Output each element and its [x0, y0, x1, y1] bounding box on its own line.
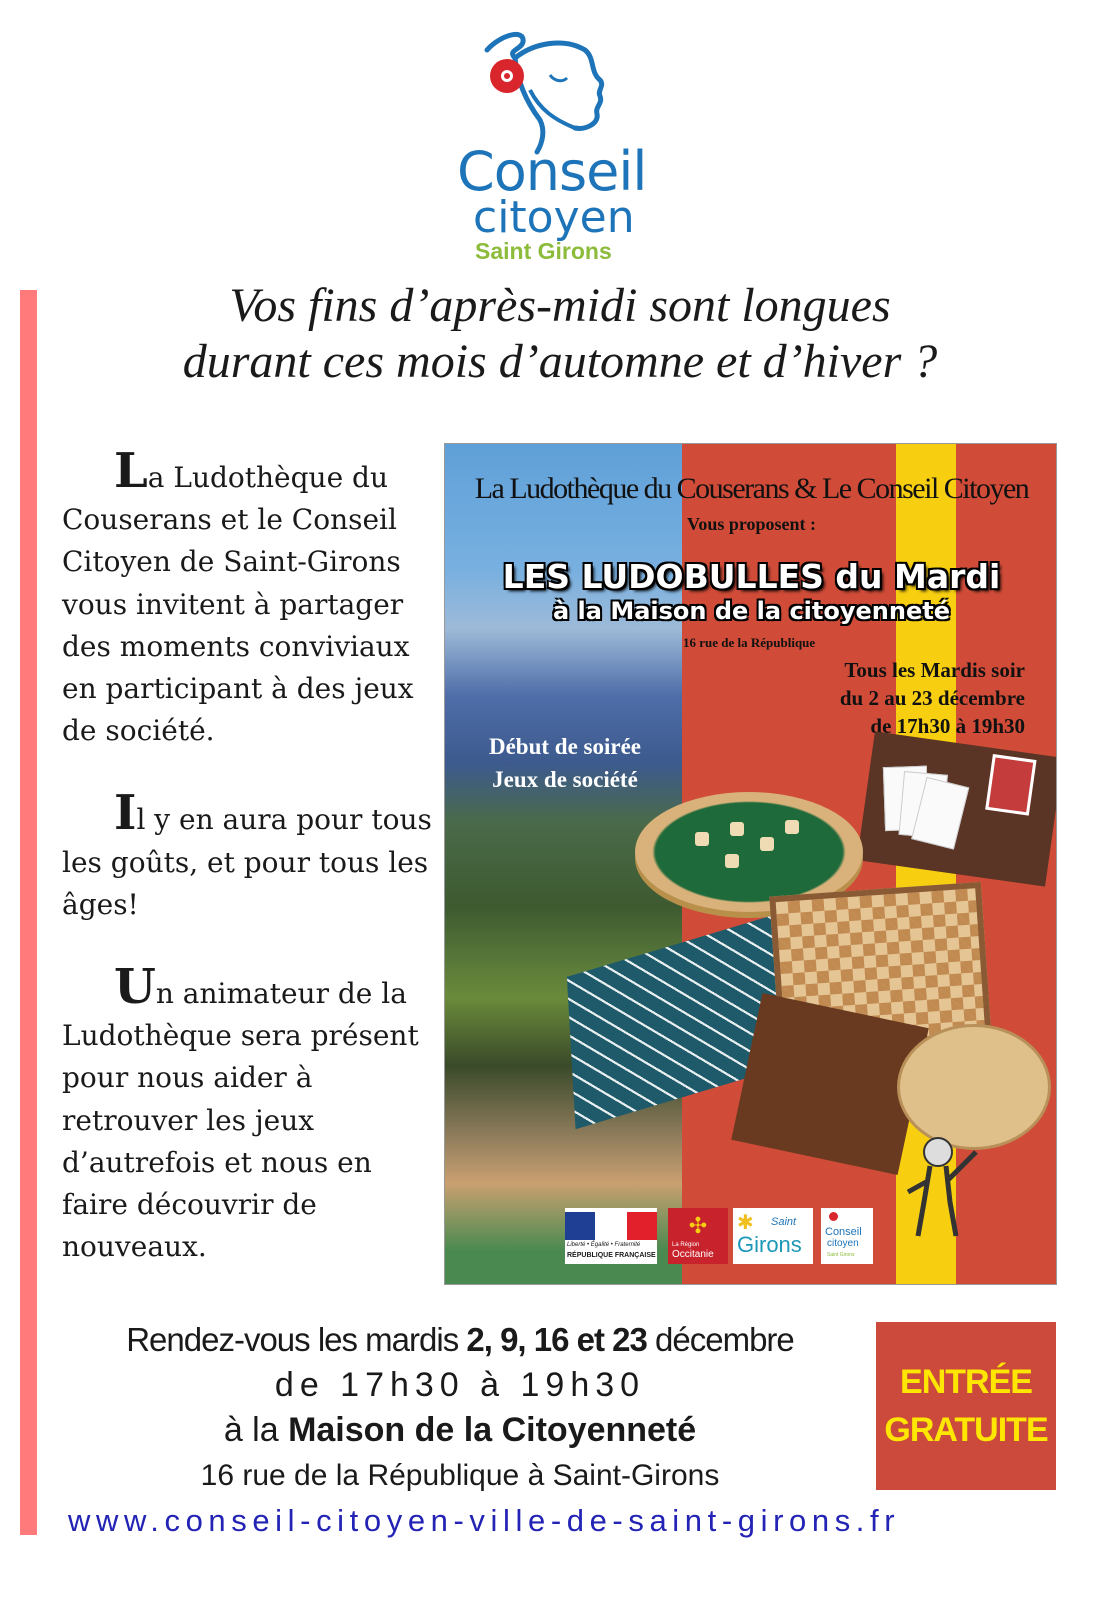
paragraph-1: [62, 443, 440, 752]
paragraph-2: [62, 785, 440, 926]
occitanie-logo: [668, 1208, 728, 1264]
die-icon: [785, 820, 799, 834]
red-flower-icon: [490, 59, 524, 93]
event-info: [40, 1318, 880, 1500]
info-venue-bold: Maison de la Citoyenneté: [288, 1411, 697, 1449]
poster-subtitle: à la Maison de la citoyenneté: [553, 597, 950, 625]
paragraph-text: n animateur de la Ludothèque sera présent pour nous aider à retrouver les jeux d’autrefois et nous en faire découvrir de nouveaux.: [62, 977, 419, 1264]
die-icon: [695, 832, 709, 846]
info-address: 16 rue de la République à Saint-Girons: [200, 1459, 720, 1492]
cc-small: Saint Girons: [827, 1252, 855, 1258]
cc-label2: citoyen: [827, 1238, 859, 1249]
poster-title: LES LUDOBULLES du Mardi: [502, 557, 1001, 596]
poster-side-text: [455, 730, 675, 796]
cc-label1: Conseil: [825, 1226, 862, 1238]
badge-line-1: ENTRÉE: [900, 1363, 1032, 1401]
saint-girons-logo: [733, 1208, 813, 1264]
republique-francaise-logo: [565, 1208, 657, 1264]
conseil-citoyen-logo: [445, 20, 685, 270]
sg-small: Saint: [771, 1216, 797, 1228]
info-text: à la: [223, 1411, 289, 1449]
dropcap: L: [114, 443, 148, 499]
playing-cards-image: [857, 731, 1057, 886]
poster-organizers: La Ludothèque du Couserans & Le Conseil Citoyen: [474, 472, 1029, 505]
paragraph-text: a Ludothèque du Couserans et le Conseil Citoyen de Saint-Girons vous invitent à partager des moments conviviaux en participant à des jeux de société.: [62, 461, 414, 748]
occ-label: Occitanie: [672, 1249, 714, 1260]
info-venue: [40, 1408, 880, 1452]
jester-icon: [900, 1132, 980, 1242]
logo-word-conseil: Conseil: [457, 140, 647, 203]
occ-small: La Région: [672, 1242, 700, 1248]
paragraph-3: [62, 959, 440, 1268]
body-text: [62, 443, 440, 1308]
occitan-cross-icon: ✣: [688, 1213, 708, 1238]
die-icon: [725, 854, 739, 868]
marianne-profile-icon: [445, 20, 685, 160]
paragraph-text: l y en aura pour tous les goûts, et pour tous les âges!: [62, 803, 432, 921]
headline: [40, 278, 1080, 390]
sg-label: Girons: [737, 1232, 802, 1257]
schedule-line: de 17h30 à 19h30: [870, 714, 1025, 738]
info-text: décembre: [646, 1321, 794, 1358]
logo-subtitle: Saint Girons: [475, 238, 612, 264]
info-dates: [40, 1318, 880, 1362]
free-entry-badge: [876, 1322, 1056, 1490]
card-deck-icon: [985, 754, 1036, 816]
schedule-line: Tous les Mardis soir: [844, 658, 1025, 682]
side-text-line: Début de soirée: [488, 734, 642, 759]
dropcap: I: [114, 785, 137, 842]
flower-icon: [829, 1212, 838, 1221]
rf-motto: Liberté • Égalité • Fraternité: [567, 1242, 641, 1248]
event-poster: [444, 443, 1057, 1285]
rf-label: RÉPUBLIQUE FRANÇAISE: [567, 1252, 656, 1259]
star-flower-icon: ✱: [737, 1212, 754, 1234]
die-icon: [730, 822, 744, 836]
headline-line-2: durant ces mois d’automne et d’hiver ?: [182, 335, 938, 388]
dropcap: U: [114, 959, 156, 1016]
info-time: de 17h30 à 19h30: [274, 1366, 646, 1404]
schedule-line: du 2 au 23 décembre: [839, 686, 1025, 710]
conseil-citoyen-small-logo: [821, 1208, 873, 1264]
die-icon: [760, 837, 774, 851]
badge-line-2: GRATUITE: [884, 1411, 1048, 1449]
headline-line-1: Vos fins d’après-midi sont longues: [229, 279, 891, 332]
poster-propose: Vous proposent :: [686, 514, 817, 534]
info-text: Rendez-vous les mardis: [126, 1321, 467, 1358]
accent-bar: [20, 290, 37, 1535]
poster-address: 16 rue de la République: [683, 635, 816, 650]
website-link[interactable]: www.conseil-citoyen-ville-de-saint-girons.fr: [68, 1503, 901, 1538]
side-text-line: Jeux de société: [492, 767, 638, 792]
logo-word-citoyen: citoyen: [473, 192, 635, 243]
poster-schedule: [775, 656, 1025, 740]
info-dates-bold: 2, 9, 16 et 23: [466, 1321, 647, 1358]
